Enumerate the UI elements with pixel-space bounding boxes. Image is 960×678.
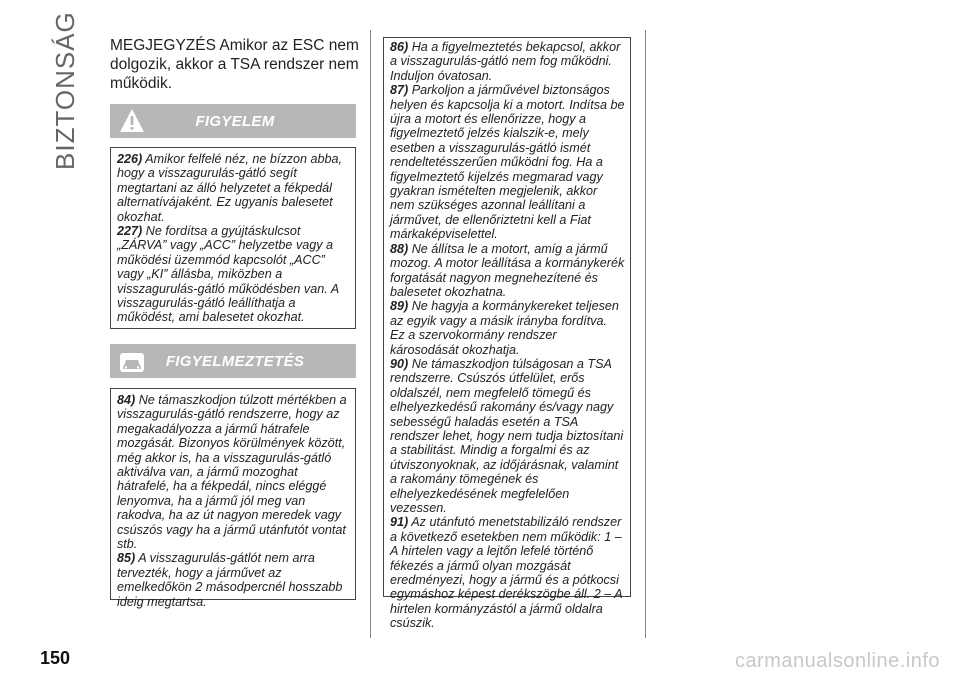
watermark: carmanualsonline.info (734, 650, 940, 672)
list-item (390, 515, 625, 630)
item-number: 87) (390, 83, 409, 98)
list-item (117, 224, 350, 325)
item-number: 86) (390, 40, 409, 54)
list-item (117, 393, 350, 551)
column-divider (645, 30, 646, 638)
warning-triangle-icon (110, 104, 154, 138)
list-item (390, 299, 625, 357)
list-item (390, 40, 625, 83)
item-number: 84) (117, 393, 136, 407)
list-item (390, 357, 625, 515)
item-number: 85) (117, 551, 136, 566)
figyelem-title: FIGYELEM (195, 112, 275, 130)
section-title: BIZTONSÁG (50, 11, 80, 170)
item-text: Ne hagyja a kormánykereket teljesen az egyik vagy a másik irányba fordítva. Ez a szervokormány rendszer károsodását okozhatja. (390, 299, 619, 357)
item-text: Amikor felfelé néz, ne bízzon abba, hogy a visszagurulás-gátló segít megtartani az álló helyzetet a fékpedál alternatívájaként. Ez ugyanis balesetet okozhat. (117, 152, 342, 224)
item-text: Ne támaszkodjon túlzott mértékben a visszagurulás-gátló rendszerre, hogy az megakadályozza a jármű hátrafele mozgását. Bizonyos körülmények között, még akkor is, ha a visszagurulás-gátló aktiválva van, a jármű mozoghat hátrafelé, ha a fékpedál, nincs eléggé lenyomva, ha a jármű jól meg van rakodva, ha az út nagyon meredek vagy csúszós vagy ha a jármű utánfutót vontat stb. (117, 393, 347, 552)
figyelem-header (110, 104, 356, 138)
item-text: Parkoljon a járművével biztonságos helyen és kapcsolja ki a motort. Indítsa be újra a motort és ellenőrizze, hogy a figyelmeztető jelzés kialszik-e, mely esetben a visszagurulás-gátló ismét rendeltetésszerűen működni fog. Ha a figyelmeztető kijelzés megmarad vagy gyakran ismételten megjelenik, akkor nem szükséges azonnal leállítani a járművet, de ellenőriztetni kell a Fiat márkaképviselettel. (390, 83, 625, 242)
item-number: 90) (390, 356, 409, 371)
item-number: 91) (390, 515, 409, 530)
item-number: 89) (390, 299, 409, 314)
list-item (390, 242, 625, 300)
item-number: 226) (117, 152, 143, 166)
item-text: Az utánfutó menetstabilizáló rendszer a következő esetekben nem működik: 1 – A hirtelen vagy a lejtőn lefelé történő fékezés a jármű olyan mozgását eredményezi, hogy a jármű és a pótkocsi egymáshoz képest derékszögbe áll. 2 – A hirtelen kormányzástól a jármű oldalra csúszik. (390, 515, 623, 631)
list-item (390, 83, 625, 241)
figyelmeztetes-continued-box (383, 37, 631, 631)
section-side-tab (50, 11, 86, 170)
item-number: 227) (117, 224, 143, 239)
page-number: 150 (40, 648, 71, 668)
item-text: Ha a figyelmeztetés bekapcsol, akkor a visszagurulás-gátló nem fog működni. Induljon óvatosan. (390, 40, 621, 83)
figyelmeztetes-title: FIGYELMEZTETÉS (165, 352, 305, 370)
item-text: Ne támaszkodjon túlságosan a TSA rendszerre. Csúszós útfelület, erős oldalszél, nem megfelelő tömegű és elhelyezkedésű rakomány és/vagy nagy sebességű haladás esetén a TSA rendszer lehet, hogy nem tudja biztosítani a stabilitást. Mindig a forgalmi és az útviszonyoknak, az időjárásnak, valamint a rakomány tömegének és elhelyezkedésének megfelelően vezessen. (390, 356, 624, 515)
list-item (117, 551, 350, 609)
figyelmeztetes-header (110, 344, 356, 378)
intro-note: MEGJEGYZÉS Amikor az ESC nem dolgozik, akkor a TSA rendszer nem működik. (110, 37, 359, 92)
column-divider (370, 30, 371, 638)
item-text: Ne állítsa le a motort, amíg a jármű mozog. A motor leállítása a kormánykerék forgatását nagyon megnehezítené és balesetet okozhatna. (390, 241, 625, 299)
figyelem-box (110, 147, 356, 329)
item-number: 88) (390, 241, 409, 256)
car-warning-icon (110, 344, 154, 378)
item-text: Ne fordítsa a gyújtáskulcsot „ZÁRVA” vagy „ACC” helyzetbe vagy a működési üzemmód kapcsolót „ACC” vagy „KI” állásba, miközben a visszagurulás-gátló működésben van. A visszagurulás-gátló leállíthatja a működést, ami balesetet okozhat. (117, 224, 339, 325)
list-item (117, 152, 350, 224)
figyelmeztetes-box (110, 388, 356, 609)
item-text: A visszagurulás-gátlót nem arra tervezték, hogy a járművet az emelkedőkön 2 másodpercnél hosszabb ideig megtartsa. (117, 551, 343, 609)
